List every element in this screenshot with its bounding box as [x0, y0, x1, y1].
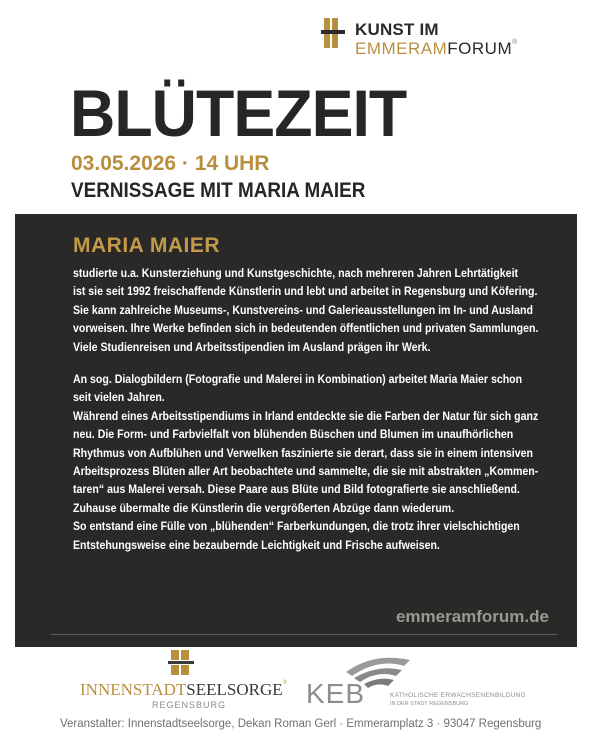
event-datetime: 03.05.2026 · 14 UHR [71, 152, 270, 175]
bio-panel [15, 214, 577, 647]
bio-line: seit vielen Jahren. [73, 392, 165, 405]
logo-line-1: KUNST IM [355, 20, 439, 39]
innenstadt-text: INNENSTADT [80, 680, 187, 699]
keb-line-2: IN DER STADT REGENSBURG [390, 701, 469, 707]
logo-line-2 [355, 39, 518, 59]
keb-line-1: KATHOLISCHE ERWACHSENENBILDUNG [390, 692, 527, 699]
bio-line: vorweisen. Ihre Werke befinden sich in bedeutenden öffentlichen und privaten Sammlungen. [73, 323, 539, 336]
innenstadt-registered: ® [282, 680, 288, 686]
bio-line: Rhythmus von Aufblühen und Verwelken faszinierte sie derart, dass sie in einem intensiven [73, 447, 533, 460]
innenstadtseelsorge-name [80, 680, 287, 700]
organizer-footer: Veranstalter: Innenstadtseelsorge, Dekan Roman Gerl · Emmeramplatz 3 · 93047 Regensburg [60, 718, 542, 730]
innenstadtseelsorge-logo [80, 650, 290, 710]
bio-line: An sog. Dialogbildern (Fotografie und Malerei in Kombination) arbeitet Maria Maier schon [73, 374, 523, 387]
logo-forum: FORUM [447, 39, 513, 58]
seelsorge-text: SEELSORGE [186, 680, 283, 699]
artist-name: MARIA MAIER [73, 234, 221, 257]
bio-line: taren“ aus Malerei versah. Diese Paare aus Blüte und Bild fotografierte sie anschließend. [73, 484, 520, 497]
bio-line: So entstand eine Fülle von „blühenden“ Farberkundungen, die trotz ihrer vielschichtigen [73, 521, 520, 534]
keb-logo [306, 650, 546, 710]
keb-text: KEB [306, 678, 366, 709]
bio-line: Entstehungsweise eine bezaubernde Leichtigkeit und Frische aufweisen. [73, 539, 440, 552]
bio-line: Arbeitsprozess Blüten aller Art beobachtete und sammelte, die sie mit abstrakten „Kommen- [73, 466, 539, 479]
logo-emmeram: EMMERAM [355, 39, 448, 58]
bio-line: Sie kann zahlreiche Museums-, Kunstvereins- und Galerieausstellungen im In- und Ausland [73, 304, 533, 317]
bio-line: Während eines Arbeitsstipendiums in Irland entdeckte sie die Farben der Natur für sich ganz [73, 410, 539, 423]
bio-text [73, 265, 543, 555]
bio-line: neu. Die Form- und Farbvielfalt von blühenden Büschen und Blumen im unaufhörlichen [73, 429, 514, 442]
emmeramforum-mark-icon [319, 16, 349, 52]
bio-line: studierte u.a. Kunsterziehung und Kunstgeschichte, nach mehreren Jahren Lehrtätigkeit [73, 268, 519, 280]
innenstadtseelsorge-city: REGENSBURG [152, 700, 227, 710]
website-link[interactable]: emmeramforum.de [395, 607, 549, 626]
bio-line: Viele Studienreisen und Arbeitsstipendien im Ausland prägen ihr Werk. [73, 341, 431, 354]
innenstadtseelsorge-mark-icon [168, 650, 194, 676]
bio-line: Zuhause übermalte die Künstlerin die vergrößerten Abzüge dann wiederum. [73, 502, 455, 515]
logo-registered: ® [512, 39, 518, 46]
bio-line: ist sie seit 1992 freischaffende Künstlerin und lebt und arbeitet in Regensburg und Köfering. [73, 286, 538, 299]
event-subtitle: VERNISSAGE MIT MARIA MAIER [71, 179, 366, 202]
divider [51, 634, 557, 635]
event-title: BLÜTEZEIT [70, 76, 407, 150]
kunst-im-emmeramforum-logo [319, 16, 544, 60]
